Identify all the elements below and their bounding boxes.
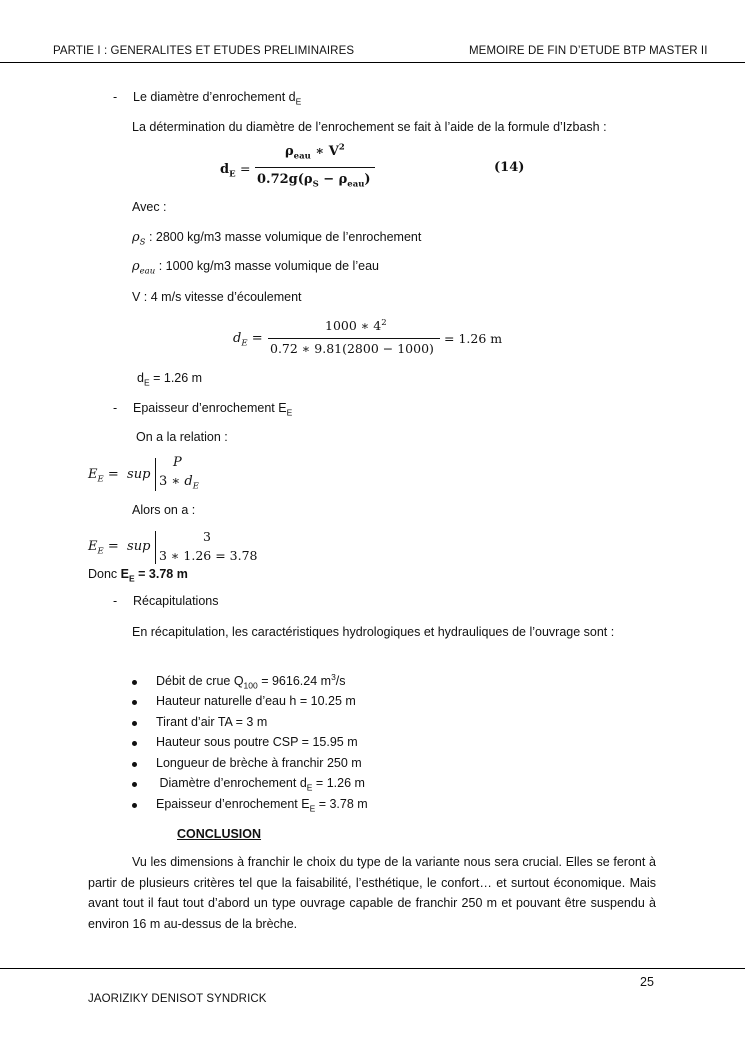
thickness-formula-numerator: P [173,455,182,470]
running-header-left: PARTIE I : GENERALITES ET ETUDES PRELIMINAIRES [53,45,355,57]
formula-izbash-numerator: $\rho_{eau}$ ∗ $V^2$ [285,142,345,162]
diameter-heading: Le diamètre d’enrochement $d_E$ [133,90,302,107]
list-item: Epaisseur d’enrochement $E_E = 3.78$ m [156,797,368,814]
conclusion-paragraph: Vu les dimensions à franchir le choix du type de la variante nous sera crucial. Elles se feront à partir de plusieurs critères tel que la faisabilité, l’esthétique, le confort… et surtout économique. Mais avant tout il faut tout d’abord un type ouvrage capable de franchir 250 m et pouvant être suspendu à environ 16 m au-dessus de la brèche. [88,855,656,931]
footer-rule [0,968,745,969]
list-item: Débit de crue $Q_{100} = 9616.24$ $m^3/s$ [156,671,346,691]
page-number: 25 [640,975,654,989]
list-item: Tirant d’air TA = 3 m [156,715,268,729]
list-dash: - [113,90,118,104]
list-item: Hauteur sous poutre CSP = 15.95 m [156,735,358,749]
calc-result: = 1.26 m [444,331,503,346]
bullet-icon [132,762,137,767]
recap-heading: Récapitulations [133,594,219,608]
thickness-formula-denominator: 3 ∗ $d_E$ [159,474,199,492]
bullet-icon [132,803,137,808]
thickness-calc-lhs: $E_E$ = sup [88,539,151,557]
relation-label: On a la relation : [136,430,228,444]
header-rule [0,62,745,63]
izbash-intro: La détermination du diamètre de l’enrochement se fait à l’aide de la formule d’Izbash : [132,120,607,134]
calc-fraction-bar [268,338,440,339]
formula-izbash-denominator: $0.72g(\rho_S - \rho_{eau})$ [257,172,371,190]
list-item: Longueur de brèche à franchir 250 m [156,756,362,770]
evaluation-bar [155,531,156,564]
equation-number: (14) [494,160,525,175]
list-dash: - [113,594,118,608]
running-header-right: MEMOIRE DE FIN D’ETUDE BTP MASTER II [469,45,708,57]
thickness-calc-numerator: 3 [203,529,211,544]
fraction-bar [255,167,375,168]
list-dash: - [113,401,118,415]
alors-label: Alors on a : [132,503,196,517]
velocity-definition: V : 4 m/s vitesse d’écoulement [132,290,302,304]
bullet-icon [132,700,137,705]
footer-author: JAORIZIKY DENISOT SYNDRICK [88,993,267,1005]
bullet-icon [132,782,137,787]
calc-numerator: 1000 ∗ $4^2$ [325,317,387,333]
thickness-calc-denominator: 3 ∗ 1.26 = 3.78 [159,548,258,563]
evaluation-bar [155,458,156,491]
rho-s-definition: $\rho_S$ : 2800 kg/m3 masse volumique de l’enrochement [132,230,422,248]
thickness-heading: Epaisseur d’enrochement $E_E$ [133,401,293,418]
list-item: Hauteur naturelle d’eau h = 10.25 m [156,694,356,708]
bullet-icon [132,741,137,746]
calc-denominator: 0.72 ∗ 9.81(2800 − 1000) [270,341,434,356]
recap-paragraph: En récapitulation, les caractéristiques hydrologiques et hydrauliques de l’ouvrage sont : [132,625,615,639]
list-item: Diamètre d’enrochement $d_E = 1.26$ m [156,776,365,793]
thickness-formula-lhs: $E_E$ = sup [88,467,151,485]
formula-izbash-lhs: $d_E$ = [220,161,251,180]
thickness-result: Donc $E_E = 3.78$ m [88,567,188,584]
calc-lhs: $d_E$ = [233,331,263,349]
rho-eau-definition: $\rho_{eau}$ : 1000 kg/m3 masse volumique de l’eau [132,259,379,277]
bullet-icon [132,680,137,685]
diameter-result: $d_E = 1.26$ m [137,371,203,388]
avec-label: Avec : [132,200,167,214]
bullet-icon [132,721,137,726]
conclusion-title: CONCLUSION [177,827,262,841]
